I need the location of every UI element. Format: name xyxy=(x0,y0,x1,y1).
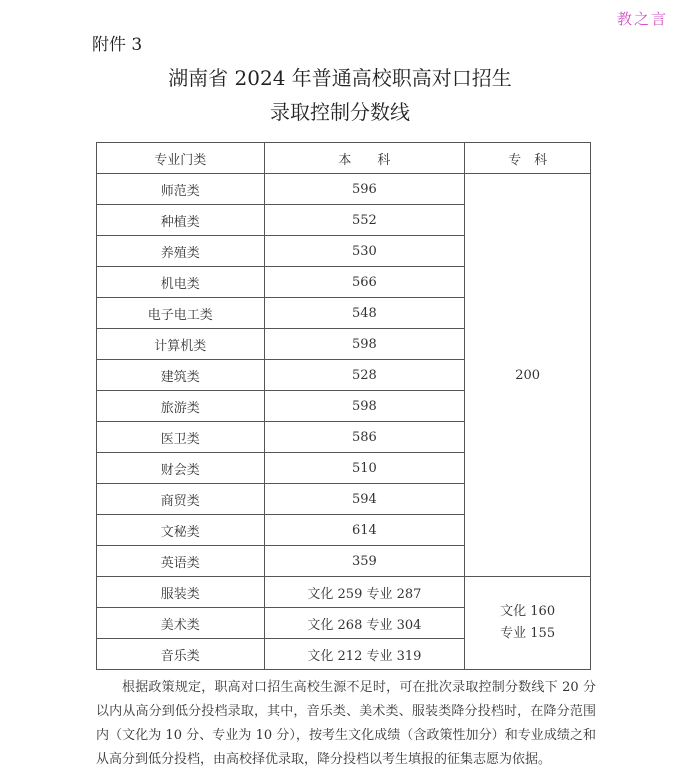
zhuanke-score-cell: 200 xyxy=(465,174,591,577)
category-cell: 财会类 xyxy=(97,453,265,484)
category-cell: 文秘类 xyxy=(97,515,265,546)
category-cell: 旅游类 xyxy=(97,391,265,422)
benke-score-cell: 510 xyxy=(264,453,465,484)
page-subtitle: 录取控制分数线 xyxy=(270,100,410,124)
table-row xyxy=(97,577,591,608)
benke-score-cell: 359 xyxy=(264,546,465,577)
benke-score-cell: 586 xyxy=(264,422,465,453)
category-cell: 电子电工类 xyxy=(97,298,265,329)
benke-score-cell: 598 xyxy=(264,329,465,360)
benke-score-cell: 598 xyxy=(264,391,465,422)
benke-score-cell: 594 xyxy=(264,484,465,515)
category-cell: 养殖类 xyxy=(97,236,265,267)
category-cell: 美术类 xyxy=(97,608,265,639)
category-cell: 计算机类 xyxy=(97,329,265,360)
benke-score-cell: 596 xyxy=(264,174,465,205)
benke-score-cell: 文化 212 专业 319 xyxy=(264,639,465,670)
attachment-label: 附件 3 xyxy=(92,35,143,55)
category-cell: 英语类 xyxy=(97,546,265,577)
zhuanke-score-cell xyxy=(465,577,591,670)
category-cell: 机电类 xyxy=(97,267,265,298)
zhuanke-wenhua-score: 文化 160 xyxy=(500,604,556,619)
watermark-text: 教之言 xyxy=(616,10,668,28)
benke-score-cell: 548 xyxy=(264,298,465,329)
header-benke: 本 科 xyxy=(264,143,465,174)
table-header-row xyxy=(97,143,591,174)
benke-score-cell: 530 xyxy=(264,236,465,267)
page-title: 湖南省 2024 年普通高校职高对口招生 xyxy=(168,66,512,90)
header-zhuanke: 专 科 xyxy=(465,143,591,174)
category-cell: 服装类 xyxy=(97,577,265,608)
benke-score-cell: 文化 268 专业 304 xyxy=(264,608,465,639)
category-cell: 商贸类 xyxy=(97,484,265,515)
header-category: 专业门类 xyxy=(97,143,265,174)
table-row xyxy=(97,174,591,205)
category-cell: 音乐类 xyxy=(97,639,265,670)
category-cell: 医卫类 xyxy=(97,422,265,453)
zhuanke-zhuanye-score: 专业 155 xyxy=(500,626,556,641)
benke-score-cell: 528 xyxy=(264,360,465,391)
benke-score-cell: 文化 259 专业 287 xyxy=(264,577,465,608)
benke-score-cell: 614 xyxy=(264,515,465,546)
benke-score-cell: 566 xyxy=(264,267,465,298)
policy-note: 根据政策规定，职高对口招生高校生源不足时，可在批次录取控制分数线下 20 分以内从高分到低分投档录取，其中，音乐类、美术类、服装类降分投档时，在降分范围内（文化为 10 分、专业为 10 分），按考生文化成绩（含政策性加分）和专业成绩之和从高分到低分投档，由高校择优录取，降分投档以考生填报的征集志愿为依据。 xyxy=(96,680,596,767)
score-table xyxy=(96,142,591,670)
category-cell: 建筑类 xyxy=(97,360,265,391)
benke-score-cell: 552 xyxy=(264,205,465,236)
category-cell: 种植类 xyxy=(97,205,265,236)
category-cell: 师范类 xyxy=(97,174,265,205)
